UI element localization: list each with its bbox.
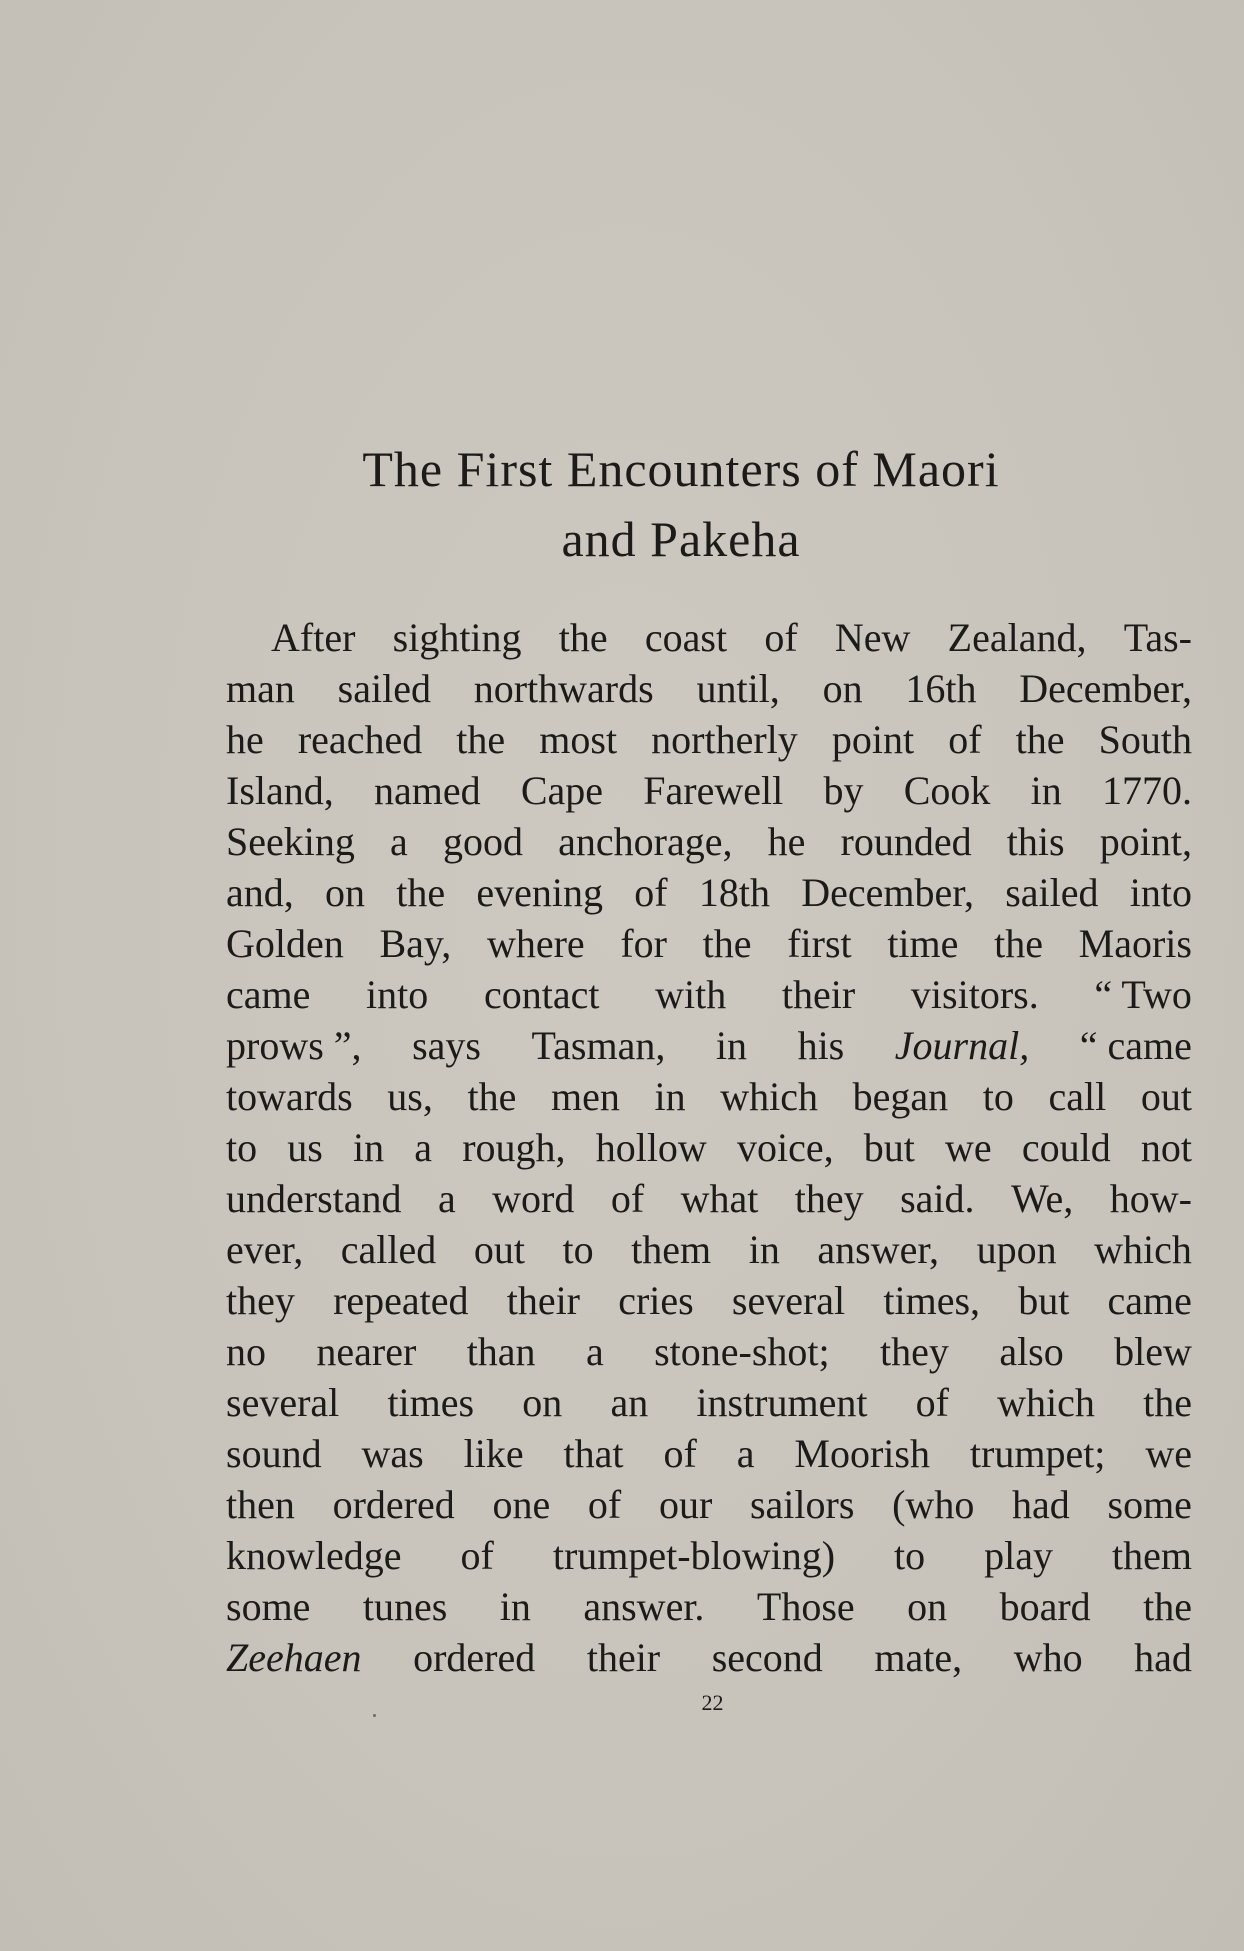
word: Those bbox=[756, 1584, 855, 1629]
word: of bbox=[948, 717, 982, 762]
word: Bay, bbox=[379, 921, 452, 966]
word: on bbox=[822, 666, 863, 711]
word: December, bbox=[1019, 666, 1192, 711]
word: reached bbox=[297, 717, 423, 762]
word: the bbox=[558, 615, 608, 660]
word: their bbox=[781, 972, 856, 1017]
word: visitors. bbox=[910, 972, 1039, 1017]
word: blew bbox=[1114, 1329, 1192, 1374]
word: times, bbox=[883, 1278, 981, 1323]
word: hollow bbox=[595, 1125, 707, 1170]
text-line bbox=[226, 1071, 1192, 1122]
word: began bbox=[852, 1074, 949, 1119]
word: repeated bbox=[333, 1278, 469, 1323]
word: (who bbox=[892, 1482, 975, 1527]
text-line bbox=[226, 867, 1192, 918]
word: rough, bbox=[462, 1125, 566, 1170]
word: one bbox=[492, 1482, 551, 1527]
text-line bbox=[226, 1377, 1192, 1428]
word: than bbox=[466, 1329, 536, 1374]
word: sailors bbox=[749, 1482, 855, 1527]
word: had bbox=[1012, 1482, 1070, 1527]
word: his bbox=[797, 1023, 845, 1068]
word: evening bbox=[476, 870, 604, 915]
word: Cook bbox=[903, 768, 991, 813]
text-line bbox=[226, 1275, 1192, 1326]
word: of bbox=[663, 1431, 697, 1476]
word: contact bbox=[483, 972, 600, 1017]
text-line bbox=[226, 1122, 1192, 1173]
word: ever, bbox=[226, 1227, 304, 1272]
word: that bbox=[563, 1431, 624, 1476]
word: several bbox=[226, 1380, 340, 1425]
word: of bbox=[610, 1176, 645, 1221]
chapter-title bbox=[226, 434, 1136, 574]
word: a bbox=[390, 819, 408, 864]
text-line bbox=[226, 1530, 1192, 1581]
word: the bbox=[467, 1074, 517, 1119]
word: tunes bbox=[362, 1584, 448, 1629]
word: a bbox=[736, 1431, 755, 1476]
word: came bbox=[226, 972, 311, 1017]
text-line bbox=[226, 969, 1192, 1020]
text-line bbox=[226, 918, 1192, 969]
word: said. bbox=[900, 1176, 975, 1221]
word: sailed bbox=[1005, 870, 1099, 915]
word: nearer bbox=[316, 1329, 417, 1374]
word: Moorish bbox=[794, 1431, 930, 1476]
word: northerly bbox=[651, 717, 798, 762]
word: good bbox=[442, 819, 523, 864]
word: he bbox=[226, 717, 264, 762]
word: Tas- bbox=[1123, 615, 1192, 660]
word: 18th bbox=[698, 870, 770, 915]
word: by bbox=[823, 768, 864, 813]
text-line bbox=[226, 663, 1192, 714]
word: in bbox=[353, 1125, 385, 1170]
word: Farewell bbox=[643, 768, 784, 813]
word: says bbox=[412, 1023, 481, 1068]
word: second bbox=[711, 1635, 823, 1680]
word: “ came bbox=[1079, 1023, 1192, 1068]
word: on bbox=[325, 870, 366, 915]
word: in bbox=[715, 1023, 748, 1068]
italic-word: Zeehaen bbox=[226, 1635, 362, 1680]
word: us, bbox=[387, 1074, 433, 1119]
word: into bbox=[1129, 870, 1192, 915]
word: the bbox=[1143, 1380, 1192, 1425]
word: to bbox=[226, 1125, 258, 1170]
word: time bbox=[887, 921, 959, 966]
word: most bbox=[539, 717, 618, 762]
word: call bbox=[1048, 1074, 1107, 1119]
word: they bbox=[226, 1278, 295, 1323]
word: their bbox=[506, 1278, 581, 1323]
word: called bbox=[340, 1227, 437, 1272]
word: mate, bbox=[874, 1635, 963, 1680]
word: on bbox=[907, 1584, 948, 1629]
body-paragraph bbox=[226, 612, 1192, 1683]
word: northwards bbox=[473, 666, 654, 711]
word: we bbox=[1145, 1431, 1192, 1476]
word: answer, bbox=[817, 1227, 940, 1272]
word: but bbox=[863, 1125, 915, 1170]
word: coast bbox=[644, 615, 728, 660]
word: prows ”, bbox=[226, 1023, 362, 1068]
page-number: 22 bbox=[701, 1690, 724, 1715]
word: an bbox=[610, 1380, 649, 1425]
word: several bbox=[731, 1278, 846, 1323]
word: New bbox=[834, 615, 911, 660]
word: trumpet; bbox=[969, 1431, 1106, 1476]
word: our bbox=[658, 1482, 713, 1527]
word: Maoris bbox=[1078, 921, 1192, 966]
word: the bbox=[1143, 1584, 1192, 1629]
word: not bbox=[1140, 1125, 1192, 1170]
word: of bbox=[915, 1380, 949, 1425]
word: sound bbox=[226, 1431, 322, 1476]
word: After bbox=[271, 615, 356, 660]
word: which bbox=[1094, 1227, 1192, 1272]
word: We, bbox=[1010, 1176, 1074, 1221]
word: out bbox=[473, 1227, 525, 1272]
word: South bbox=[1098, 717, 1192, 762]
word: point bbox=[831, 717, 915, 762]
text-line bbox=[226, 816, 1192, 867]
word: rounded bbox=[840, 819, 972, 864]
word: was bbox=[361, 1431, 424, 1476]
word: to bbox=[562, 1227, 594, 1272]
word: of bbox=[634, 870, 668, 915]
word: like bbox=[463, 1431, 524, 1476]
word: 1770. bbox=[1101, 768, 1192, 813]
word: into bbox=[366, 972, 429, 1017]
word: answer. bbox=[583, 1584, 705, 1629]
word: the bbox=[396, 870, 446, 915]
word: them bbox=[1112, 1533, 1192, 1578]
word: anchorage, bbox=[558, 819, 733, 864]
word: a bbox=[414, 1125, 433, 1170]
word: he bbox=[767, 819, 806, 864]
word: board bbox=[999, 1584, 1091, 1629]
word: where bbox=[486, 921, 585, 966]
word: who bbox=[1013, 1635, 1083, 1680]
text-line bbox=[226, 612, 1192, 663]
word: their bbox=[586, 1635, 661, 1680]
word: of bbox=[460, 1533, 494, 1578]
word: we bbox=[945, 1125, 992, 1170]
word: voice, bbox=[736, 1125, 834, 1170]
word: the bbox=[1015, 717, 1065, 762]
word: in bbox=[1030, 768, 1062, 813]
chapter-title-line-1: The First Encounters of Maori bbox=[362, 441, 1000, 497]
word: the bbox=[702, 921, 752, 966]
word: first bbox=[787, 921, 852, 966]
word: but bbox=[1018, 1278, 1070, 1323]
word: which bbox=[720, 1074, 818, 1119]
word: instrument bbox=[696, 1380, 868, 1425]
word: also bbox=[999, 1329, 1064, 1374]
word: them bbox=[631, 1227, 712, 1272]
word: to bbox=[894, 1533, 926, 1578]
word: this bbox=[1006, 819, 1065, 864]
text-line bbox=[226, 1479, 1192, 1530]
word: no bbox=[226, 1329, 266, 1374]
word: what bbox=[680, 1176, 759, 1221]
text-line bbox=[226, 1428, 1192, 1479]
word: “ Two bbox=[1094, 972, 1192, 1017]
word: some bbox=[1107, 1482, 1192, 1527]
text-line bbox=[226, 1581, 1192, 1632]
word: of bbox=[764, 615, 798, 660]
text-line bbox=[226, 765, 1192, 816]
word: us bbox=[287, 1125, 323, 1170]
word: Seeking bbox=[226, 819, 355, 864]
word: they bbox=[880, 1329, 949, 1374]
word: knowledge bbox=[226, 1533, 402, 1578]
word: and, bbox=[226, 870, 294, 915]
word: could bbox=[1021, 1125, 1111, 1170]
chapter-title-line-2: and Pakeha bbox=[561, 511, 801, 567]
word: play bbox=[984, 1533, 1054, 1578]
word: times bbox=[387, 1380, 475, 1425]
word: the bbox=[994, 921, 1043, 966]
word: sighting bbox=[392, 615, 522, 660]
word: Tasman, bbox=[531, 1023, 666, 1068]
text-line bbox=[226, 714, 1192, 765]
text-line bbox=[226, 1326, 1192, 1377]
text-line bbox=[226, 1632, 1192, 1683]
text-line bbox=[226, 1224, 1192, 1275]
word: stone-shot; bbox=[654, 1329, 830, 1374]
word: until, bbox=[696, 666, 780, 711]
word: with bbox=[655, 972, 727, 1017]
word: 16th bbox=[905, 666, 977, 711]
word: the bbox=[456, 717, 506, 762]
word: a bbox=[585, 1329, 604, 1374]
text-line bbox=[226, 1020, 1192, 1071]
word: how- bbox=[1109, 1176, 1192, 1221]
word: Zealand, bbox=[947, 615, 1087, 660]
word: in bbox=[748, 1227, 780, 1272]
word: some bbox=[226, 1584, 311, 1629]
word: man bbox=[226, 666, 295, 711]
word: they bbox=[794, 1176, 864, 1221]
word: came bbox=[1107, 1278, 1192, 1323]
word: ordered bbox=[413, 1635, 536, 1680]
word: for bbox=[620, 921, 667, 966]
word: Golden bbox=[226, 921, 344, 966]
word: on bbox=[522, 1380, 563, 1425]
word: trumpet-blowing) bbox=[552, 1533, 836, 1578]
word: had bbox=[1134, 1635, 1192, 1680]
word: which bbox=[997, 1380, 1095, 1425]
italic-word: Journal, bbox=[894, 1023, 1030, 1068]
word: sailed bbox=[337, 666, 431, 711]
word: in bbox=[499, 1584, 531, 1629]
word: Island, bbox=[226, 768, 334, 813]
word: named bbox=[374, 768, 481, 813]
word: in bbox=[654, 1074, 686, 1119]
word: of bbox=[587, 1482, 622, 1527]
word: point, bbox=[1099, 819, 1192, 864]
word: a bbox=[437, 1176, 456, 1221]
word: towards bbox=[226, 1074, 353, 1119]
word: Cape bbox=[520, 768, 604, 813]
word: understand bbox=[226, 1176, 402, 1221]
word: upon bbox=[976, 1227, 1057, 1272]
word: men bbox=[550, 1074, 620, 1119]
word: then bbox=[226, 1482, 295, 1527]
word: cries bbox=[618, 1278, 694, 1323]
word: December, bbox=[801, 870, 974, 915]
word: to bbox=[982, 1074, 1014, 1119]
word: word bbox=[492, 1176, 575, 1221]
text-line bbox=[226, 1173, 1192, 1224]
word: out bbox=[1140, 1074, 1192, 1119]
word: ordered bbox=[332, 1482, 455, 1527]
